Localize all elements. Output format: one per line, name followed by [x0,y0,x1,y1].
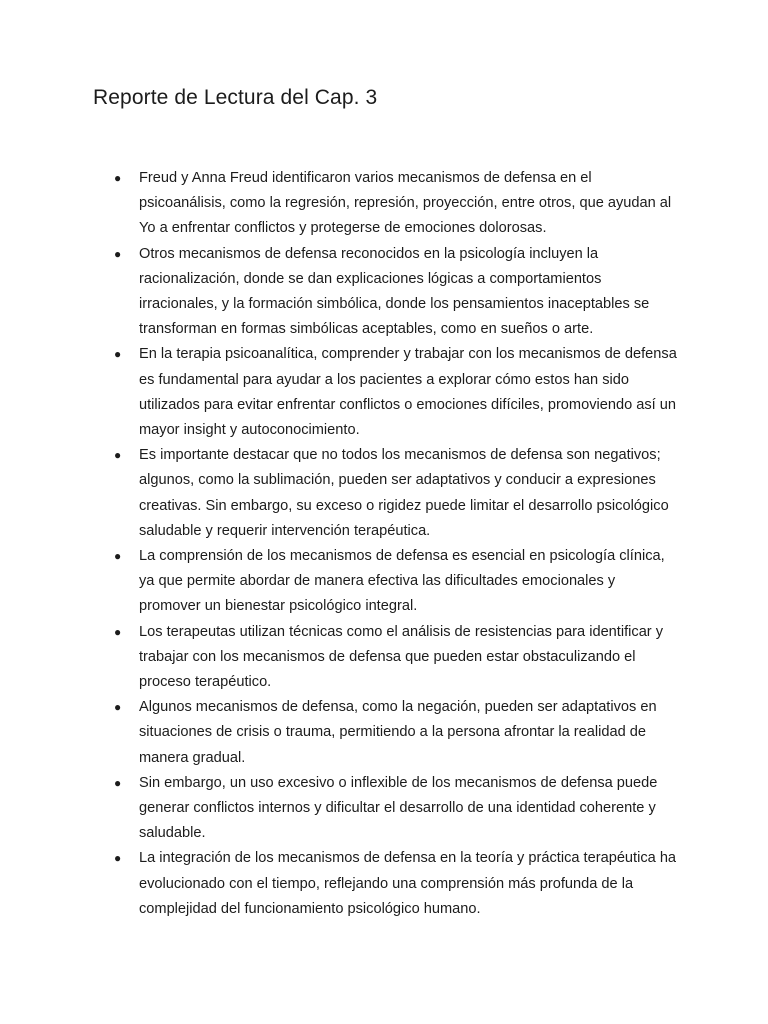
list-item-text: Es importante destacar que no todos los mecanismos de defensa son negativos; algunos, como la sublimación, pueden ser adaptativos y conducir a expresiones creativas. Sin embargo, su exceso o rigidez puede limitar el desarrollo psicológico saludable y requerir intervención terapéutica. [139,447,669,539]
bullet-icon: ● [114,851,122,866]
bullet-icon: ● [114,171,122,185]
list-item [0,342,679,443]
page-title: Reporte de Lectura del Cap. 3 [93,86,378,109]
list-item [0,771,679,847]
list-item [0,166,679,242]
list-item-text: En la terapia psicoanalítica, comprender y trabajar con los mecanismos de defensa es fundamental para ayudar a los pacientes a explorar cómo estos han sido utilizados para evitar enfrentar conflictos o emociones difíciles, promoviendo así un mayor insight y autoconocimiento. [139,346,677,439]
list-item [0,544,679,620]
bullet-icon: ● [114,775,122,790]
list-item-text: Otros mecanismos de defensa reconocidos en la psicología incluyen la racionalización, donde se dan explicaciones lógicas a comportamientos irracionales, y la formación simbólica, donde los pensamientos inaceptables se transforman en formas simbólicas aceptables, como en sueños o arte. [139,245,650,338]
bullet-icon: ● [114,700,122,715]
bullet-icon: ● [114,347,122,362]
list-item-text: Freud y Anna Freud identificaron varios mecanismos de defensa en el psicoanálisis, como la regresión, represión, proyección, entre otros, que ayudan al Yo a enfrentar conflictos y protegerse de emociones dolorosas. [139,170,672,237]
list-item [0,620,679,696]
list-item-text: Sin embargo, un uso excesivo o inflexible de los mecanismos de defensa puede generar conflictos internos y dificultar el desarrollo de una identidad coherente y saludable. [139,774,658,842]
list-item [0,443,679,544]
bullet-icon: ● [114,624,122,639]
list-item [0,846,679,922]
list-item [0,695,679,771]
list-item [0,242,679,343]
list-item-text: La comprensión de los mecanismos de defensa es esencial en psicología clínica, ya que permite abordar de manera efectiva las dificultades emocionales y promover un bienestar psicológico integral. [139,548,665,615]
list-item-text: Los terapeutas utilizan técnicas como el análisis de resistencias para identificar y trabajar con los mecanismos de defensa que pueden estar obstaculizando el proceso terapéutico. [139,623,664,691]
bullet-icon: ● [114,549,122,564]
bullet-icon: ● [114,246,122,261]
list-item-text: Algunos mecanismos de defensa, como la negación, pueden ser adaptativos en situaciones de crisis o trauma, permitiendo a la persona afrontar la realidad de manera gradual. [139,699,657,766]
bullet-list [0,166,768,922]
bullet-icon: ● [114,448,122,463]
list-item-text: La integración de los mecanismos de defensa en la teoría y práctica terapéutica ha evolucionado con el tiempo, reflejando una comprensión más profunda de la complejidad del funcionamiento psicológico humano. [139,850,677,917]
